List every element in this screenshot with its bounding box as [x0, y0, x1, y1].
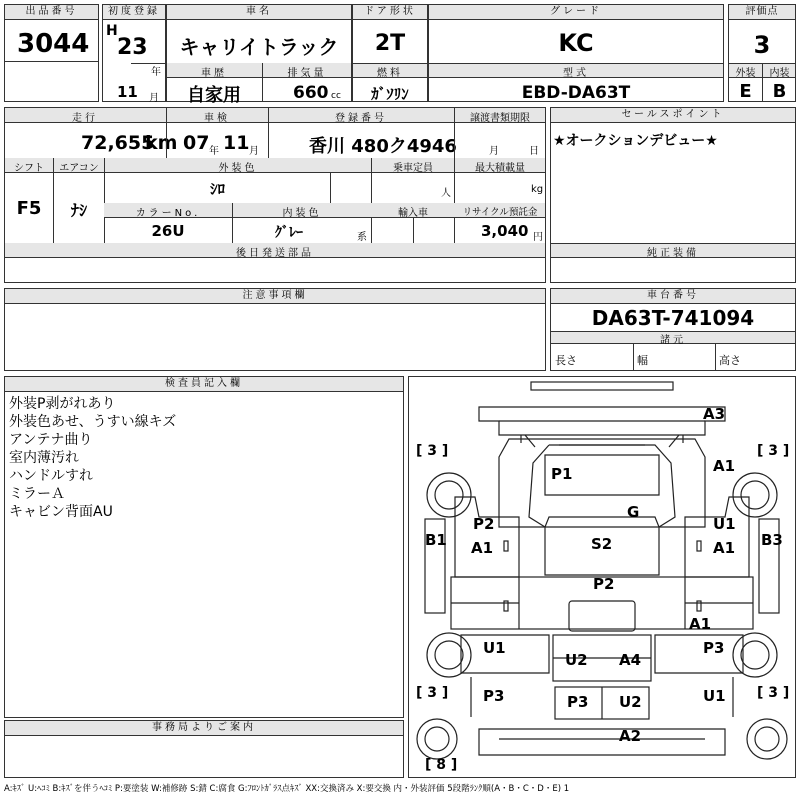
equipment-label: 純正装備 — [647, 248, 699, 259]
grade: KC — [558, 29, 594, 57]
mark-a3: A3 — [703, 405, 726, 423]
mark-b1: B1 — [425, 531, 447, 549]
mark-p1: P1 — [551, 465, 573, 483]
tire-tread-left-rear: [ 3 ] — [416, 685, 449, 701]
mark-p3-bottom: P3 — [567, 693, 589, 711]
score-label: 評価点 — [729, 5, 795, 20]
interior-color-unit: 系 — [357, 232, 367, 243]
grade-cell — [428, 4, 724, 102]
chassis-label: 車台番号 — [551, 289, 795, 304]
recycle-fee: 3,040 — [481, 222, 529, 240]
inspection-label: 車検 — [204, 113, 230, 124]
ext-color-label: 外装色 — [218, 163, 258, 174]
door-label: ドア形状 — [353, 5, 427, 20]
tire-tread-right-front: [ 3 ] — [757, 443, 790, 459]
capacity-unit: 人 — [441, 188, 451, 199]
inspection-month-unit: 月 — [249, 146, 259, 157]
import-label: 輸入車 — [398, 208, 428, 219]
chassis-cell — [550, 288, 796, 371]
transfer-label: 譲渡書類期限 — [470, 113, 530, 124]
door-type: 2T — [374, 31, 406, 56]
later-parts-label: 後日発送部品 — [236, 248, 314, 259]
inspector-note-line: 外装色あせ、うすい線キズ — [9, 414, 177, 430]
length-label: 長さ — [555, 354, 577, 367]
first-reg-month: 11 — [117, 83, 138, 101]
width-label: 幅 — [637, 354, 648, 367]
shift: F5 — [16, 198, 42, 219]
displacement-label: 排気量 — [287, 68, 327, 79]
mark-p2-mid: P2 — [593, 575, 615, 593]
mark-a1-left: A1 — [471, 539, 494, 557]
mark-a1-mid-right: A1 — [689, 615, 712, 633]
inspection-year-unit: 年 — [209, 146, 219, 157]
fuel-label: 燃料 — [377, 68, 403, 79]
tire-tread-left-front: [ 3 ] — [416, 443, 449, 459]
int-score-label: 内装 — [769, 68, 790, 79]
car-name-label: 車名 — [167, 5, 351, 20]
first-registration-cell — [102, 4, 166, 102]
mark-g: G — [627, 503, 640, 521]
load-label: 最大積載量 — [475, 163, 525, 174]
mileage-unit: km — [145, 132, 178, 154]
car-name-cell — [166, 4, 352, 106]
interior-color-label: 内装色 — [282, 208, 322, 219]
height-label: 高さ — [719, 354, 741, 367]
fuel: ｶﾞｿﾘﾝ — [371, 85, 409, 103]
history: 自家用 — [187, 85, 241, 106]
capacity-label: 乗車定員 — [393, 163, 433, 174]
mark-u1-bottom-right: U1 — [703, 687, 726, 705]
load-unit: kg — [531, 184, 544, 195]
color-number: 26U — [151, 222, 185, 240]
model: EBD-DA63T — [521, 83, 631, 103]
mileage: 72,655 — [81, 132, 155, 154]
registration-number: 香川 480ク4946 — [309, 136, 457, 157]
dims-label: 諸元 — [660, 335, 686, 346]
mark-a2: A2 — [619, 727, 642, 745]
inspector-label: 検査員記入欄 — [5, 377, 403, 392]
mark-u2-bottom: U2 — [619, 693, 642, 711]
displacement: 660 — [293, 83, 329, 103]
year-unit: 年 — [151, 67, 161, 78]
registration-label: 登録番号 — [335, 113, 387, 124]
inspector-notes — [4, 376, 404, 718]
ac-label: エアコン — [59, 163, 99, 174]
ext-score-label: 外装 — [735, 68, 756, 79]
first-reg-year: 23 — [117, 35, 148, 60]
month-unit: 月 — [149, 93, 159, 104]
inspection-year: 07 — [183, 132, 210, 154]
inspector-note-list — [9, 395, 176, 521]
spare-tire-tread: [ 8 ] — [425, 757, 458, 773]
office-label: 事務局よりご案内 — [5, 721, 403, 736]
car-name: キャリイトラック — [179, 35, 339, 59]
mark-a4: A4 — [619, 651, 642, 669]
mark-p3-left: P3 — [483, 687, 505, 705]
sales-point: ★オークションデビュー★ — [553, 133, 718, 149]
first-registration-label: 初度登録 — [103, 5, 165, 20]
mark-u1-right: U1 — [713, 515, 736, 533]
int-score: B — [772, 81, 787, 102]
mark-b3: B3 — [761, 531, 783, 549]
recycle-label: リサイクル預託金 — [462, 207, 538, 218]
inspector-note-line: ミラーＡ — [9, 486, 65, 502]
damage-diagram — [408, 376, 796, 778]
inspector-note-line: 外装P剥がれあり — [9, 396, 116, 412]
lot-number: 3044 — [17, 29, 90, 59]
inspector-note-line: ハンドルすれ — [9, 468, 93, 484]
shift-label: シフト — [14, 163, 44, 174]
inspector-note-line: アンテナ曲り — [9, 432, 93, 448]
color-no-label: カラーNo. — [135, 208, 201, 219]
transfer-month: 月 — [489, 146, 499, 157]
sales-point-label: セールスポイント — [551, 108, 795, 123]
air-conditioner: ﾅｼ — [70, 201, 87, 220]
lot-number-cell — [4, 4, 99, 102]
caution-cell — [4, 288, 546, 371]
inspection-month: 11 — [223, 132, 250, 154]
caution-label: 注意事項欄 — [5, 289, 545, 304]
inspector-note-line: キャビン背面AU — [9, 504, 113, 520]
history-label: 車歴 — [201, 68, 227, 79]
tire-tread-right-rear: [ 3 ] — [757, 685, 790, 701]
mark-a1-right: A1 — [713, 539, 736, 557]
sales-point-cell — [550, 107, 796, 283]
office-notes — [4, 720, 404, 778]
door-cell — [352, 4, 428, 102]
transfer-day: 日 — [529, 146, 539, 157]
displacement-unit: cc — [331, 91, 341, 101]
mark-s2: S2 — [591, 535, 613, 553]
mark-a1-front-right: A1 — [713, 457, 736, 475]
ext-score: E — [739, 81, 752, 102]
mark-u1-left: U1 — [483, 639, 506, 657]
mark-p3-right: P3 — [703, 639, 725, 657]
mark-p2-left: P2 — [473, 515, 495, 533]
era: H — [106, 23, 118, 39]
interior-color: ｸﾞﾚｰ — [275, 225, 303, 241]
damage-legend: A:ｷｽﾞ U:ﾍｺﾐ B:ｷｽﾞを伴うﾍｺﾐ P:要塗装 W:補修跡 S:錆 C:腐食 G:ﾌﾛﾝﾄｶﾞﾗｽ点ｷｽﾞ XX:交換済み X:要交換 内・外装評価 5段階ﾗﾝｸ順(A・B・C・D・E) 1 — [4, 784, 570, 794]
mark-u2-left: U2 — [565, 651, 588, 669]
exterior-color: ｼﾛ — [209, 180, 225, 198]
inspector-note-line: 室内薄汚れ — [9, 450, 79, 466]
model-label: 型式 — [563, 68, 589, 79]
grade-label: グレード — [429, 5, 723, 20]
recycle-unit: 円 — [533, 232, 543, 243]
score-cell — [728, 4, 796, 102]
info-block — [4, 107, 546, 283]
mileage-label: 走行 — [72, 113, 98, 124]
chassis-number: DA63T-741094 — [591, 306, 755, 330]
score: 3 — [753, 31, 771, 59]
lot-number-label: 出品番号 — [5, 5, 98, 20]
